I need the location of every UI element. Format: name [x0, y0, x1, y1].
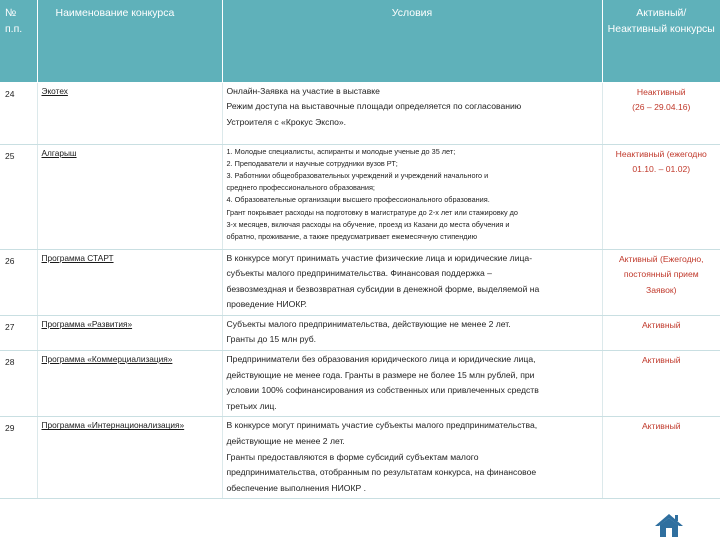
status-line: Заявок) — [646, 284, 677, 295]
row-number: 24 — [0, 82, 37, 144]
condition-line: Грант покрывает расходы на подготовку в магистратуре до 2-х лет или стажировку до — [226, 207, 518, 217]
status-line: (26 – 29.04.16) — [632, 102, 691, 113]
contest-conditions — [222, 144, 602, 249]
condition-line: Гранты предоставляются в форме субсидий субъектам малого — [226, 451, 479, 462]
table-row — [0, 315, 720, 350]
condition-line: Предприниматели без образования юридического лица и юридические лица, — [226, 354, 536, 365]
condition-line: Режим доступа на выставочные площади определяется по согласованию — [226, 101, 522, 112]
condition-line: 2. Преподаватели и научные сотрудники вузов РТ; — [226, 158, 398, 168]
contest-status — [602, 249, 720, 315]
status-line: Неактивный (ежегодно — [615, 148, 707, 159]
contest-name-link[interactable]: Программа СТАРТ — [41, 252, 114, 263]
header-status: Активный/ Неактивный конкурсы — [602, 0, 720, 82]
contest-name-link[interactable]: Алгарыш — [41, 147, 77, 158]
contest-conditions — [222, 351, 602, 417]
contest-status — [602, 351, 720, 417]
table-row — [0, 351, 720, 417]
header-conditions: Условия — [222, 0, 602, 82]
condition-line: В конкурсе могут принимать участие субъекты малого предпринимательства, — [226, 420, 538, 431]
condition-line: Онлайн-Заявка на участие в выставке — [226, 85, 380, 96]
contest-name-link[interactable]: Программа «Развития» — [41, 318, 133, 329]
table-row — [0, 249, 720, 315]
condition-line: 3. Работники общеобразовательных учреждений и учреждений начального и — [226, 170, 489, 180]
condition-line: условии 100% софинансирования из собственных или привлеченных средств — [226, 385, 539, 396]
condition-line: безвозмездная и безвозвратная субсидии в денежной форме, выделяемой на — [226, 283, 540, 294]
status-line: 01.10. – 01.02) — [632, 164, 691, 175]
contest-conditions — [222, 82, 602, 144]
condition-line: действующие не менее 2 лет. — [226, 436, 345, 447]
condition-line: В конкурсе могут принимать участие физические лица и юридические лица- — [226, 252, 533, 263]
contest-status — [602, 144, 720, 249]
status-line: Активный — [641, 355, 681, 366]
status-line: Активный — [641, 421, 681, 432]
condition-line: проведение НИОКР. — [226, 299, 307, 310]
condition-line: предпринимательства, отобранным по результатам конкурса, на финансовое — [226, 467, 537, 478]
status-line: Активный (Ежегодно, — [618, 253, 704, 264]
contest-status — [602, 315, 720, 350]
condition-line: субъекты малого предпринимательства. Финансовая поддержка – — [226, 268, 492, 279]
row-number: 29 — [0, 417, 37, 499]
condition-line: 4. Образовательные организации высшего профессионального образования. — [226, 195, 490, 205]
home-icon[interactable] — [654, 512, 684, 538]
status-line: Активный — [641, 319, 681, 330]
condition-line: среднего профессионального образования; — [226, 183, 375, 193]
condition-line: обратно, проживание, а также предусматривает ежемесячную стипендию — [226, 231, 478, 241]
contest-name-link[interactable]: Программа «Интернационализация» — [41, 420, 185, 431]
row-number: 27 — [0, 315, 37, 350]
contest-conditions — [222, 249, 602, 315]
condition-line: третьих лиц. — [226, 400, 277, 411]
table-row — [0, 417, 720, 499]
condition-line: Устроителя с «Крокус Экспо». — [226, 116, 347, 127]
condition-line: Гранты до 15 млн руб. — [226, 334, 317, 345]
condition-line: 3-х месяцев, включая расходы на обучение, проезд из Казани до места обучения и — [226, 219, 510, 229]
row-number: 26 — [0, 249, 37, 315]
table-row — [0, 82, 720, 144]
header-num: № п.п. — [0, 0, 37, 82]
table-row — [0, 144, 720, 249]
condition-line: 1. Молодые специалисты, аспиранты и молодые ученые до 35 лет; — [226, 146, 456, 156]
contest-status — [602, 417, 720, 499]
row-number: 25 — [0, 144, 37, 249]
condition-line: обеспечение выполнения НИОКР . — [226, 482, 366, 493]
contest-conditions — [222, 417, 602, 499]
condition-line: действующие не менее года. Гранты в размере не более 15 млн рублей, при — [226, 369, 535, 380]
row-number: 28 — [0, 351, 37, 417]
contest-name-link[interactable]: Программа «Коммерциализация» — [41, 354, 173, 365]
header-name: Наименование конкурса — [37, 0, 222, 82]
condition-line: Субъекты малого предпринимательства, действующие не менее 2 лет. — [226, 318, 511, 329]
contest-status — [602, 82, 720, 144]
table-header-row — [0, 0, 720, 82]
contest-name-link[interactable]: Экотех — [41, 85, 68, 96]
status-line: Неактивный — [636, 86, 686, 97]
contest-conditions — [222, 315, 602, 350]
status-line: постоянный прием — [623, 269, 699, 280]
